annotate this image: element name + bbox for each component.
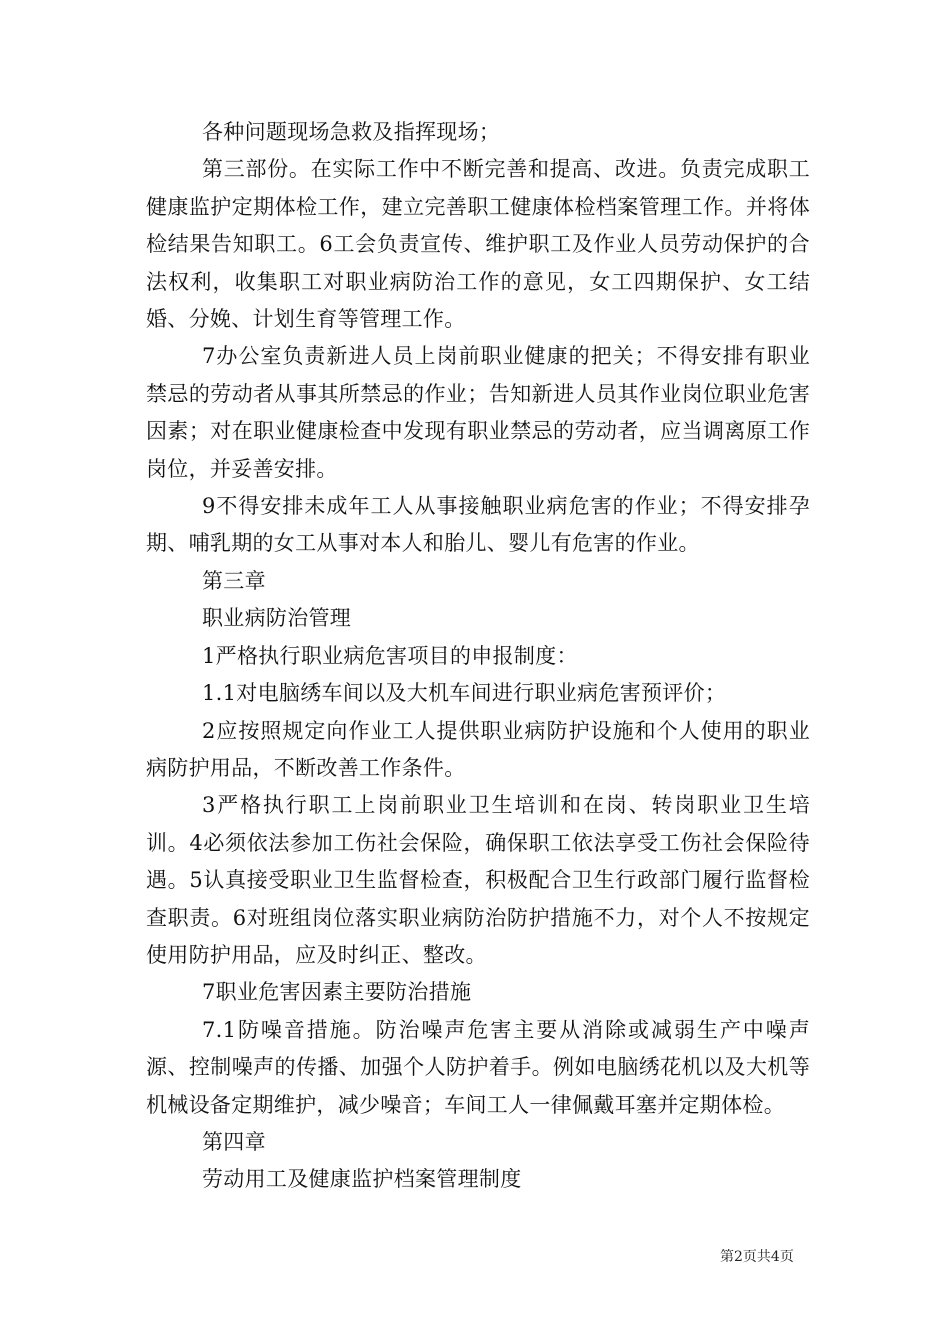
chapter-heading: 第三章 [202, 568, 266, 593]
document-body [146, 114, 810, 1199]
paragraph: 3严格执行职工上岗前职业卫生培训和在岗、转岗职业卫生培训。4必须依法参加工伤社会保险，确保职工依法享受工伤社会保险待遇。5认真接受职业卫生监督检查，积极配合卫生行政部门履行监督检查职责。6对班组岗位落实职业病防治防护措施不力，对个人不按规定使用防护用品，应及时纠正、整改。 [146, 793, 810, 967]
paragraph: 1严格执行职业病危害项目的申报制度： [202, 643, 578, 668]
paragraph: 各种问题现场急救及指挥现场； [202, 120, 501, 144]
paragraph: 2应按照规定向作业工人提供职业病防护设施和个人使用的职业病防护用品，不断改善工作条件。 [146, 718, 810, 780]
paragraph: 9不得安排未成年工人从事接触职业病危害的作业；不得安排孕期、哺乳期的女工从事对本人和胎儿、婴儿有危害的作业。 [146, 494, 810, 556]
paragraph: 7职业危害因素主要防治措施 [202, 980, 472, 1005]
chapter-heading: 第四章 [202, 1129, 266, 1154]
paragraph: 7.1防噪音措施。防治噪声危害主要从消除或减弱生产中噪声源、控制噪声的传播、加强个人防护着手。例如电脑绣花机以及大机等机械设备定期维护，减少噪音；车间工人一律佩戴耳塞并定期体检。 [146, 1017, 810, 1117]
section-title: 职业病防治管理 [202, 606, 352, 631]
section-title: 劳动用工及健康监护档案管理制度 [202, 1167, 522, 1192]
paragraph: 7办公室负责新进人员上岗前职业健康的把关；不得安排有职业禁忌的劳动者从事其所禁忌的作业；告知新进人员其作业岗位职业危害因素；对在职业健康检查中发现有职业禁忌的劳动者，应当调离原工作岗位，并妥善安排。 [146, 344, 810, 481]
paragraph: 1.1对电脑绣车间以及大机车间进行职业病危害预评价； [202, 681, 727, 706]
page-number: 第2页共4页 [720, 1249, 794, 1265]
paragraph: 第三部份。在实际工作中不断完善和提高、改进。负责完成职工健康监护定期体检工作，建立完善职工健康体检档案管理工作。并将体检结果告知职工。6工会负责宣传、维护职工及作业人员劳动保护的合法权利，收集职工对职业病防治工作的意见，女工四期保护、女工结婚、分娩、计划生育等管理工作。 [146, 157, 810, 332]
